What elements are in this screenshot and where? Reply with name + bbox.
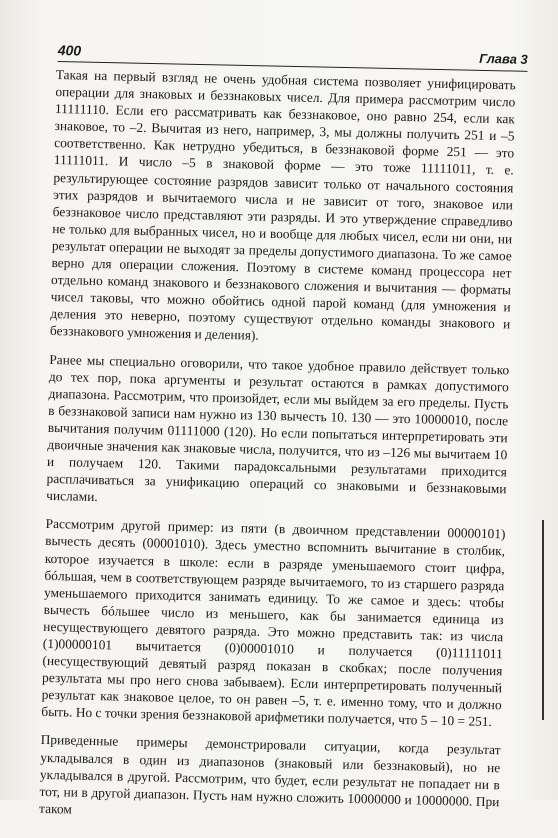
paragraph: Ранее мы специально оговорили, что такое удобное правило действует только до тех пор, пока аргументы и результат остаются в рамках допустимого диапазона. Рассмотрим, что произойдет, если мы выйдем за его пределы. Пусть в беззнаковой записи нам нужно из 130 вычесть 10. 130 — это 10000010, после вычитания получим 01111000 (120). Но если попытаться интерпретировать эти двоичные значения как знаковые числа, получится, что из –126 мы вычитаем 10 и получаем 120. Такими парадоксальными результатами приходится расплачиваться за унификацию операций со знаковыми и беззнаковыми числами. — [46, 351, 510, 505]
page-number: 400 — [57, 42, 82, 59]
body-text — [39, 66, 516, 838]
chapter-label: Глава 3 — [479, 50, 528, 67]
paragraph: Приведенные примеры демонстрировали ситуации, когда результат укладывался в один из диапазонов (знаковый или беззнаковый), но не укладывался в другой. Рассмотрим, что будет, если результат не попадает ни в тот, ни в другой диапазон. Пусть нам нужно сложить 10000000 и 10000000. При таком — [38, 732, 501, 817]
page-edge-shadow — [542, 520, 544, 720]
paragraph: Рассмотрим другой пример: из пяти (в двоичном представлении 00000101) вычесть десять (00001010). Здесь уместно вспомнить вычитание в столбик, которое изучается в школе: если в разряде уменьшаемого стоит цифра, бóльшая, чем в соответствующем разряде вычитаемого, то из старшего разряда уменьшаемого приходится занимать единицу. То же самое и здесь: чтобы вычесть бóльшее число из меньшего, как бы занимается единица из несуществующего девятого разряда. Это можно представить так: из числа (1)00000101 вычитается (0)00001010 и получается (0)11111011 (несуществующий девятый разряд показан в скобках; после получения результата мы про него снова забываем). Если интерпретировать полученный результат как знаковое целое, то он равен –5, т. е. именно тому, что и должно быть. Но с точки зрения беззнаковой арифметики получается, что 5 – 10 = 251. — [41, 516, 506, 730]
paragraph: Такая на первый взгляд не очень удобная система позволяет унифицировать операции для знаковых и беззнаковых чисел. Для примера рассмотрим число 11111110. Если его рассматривать как беззнаковое, оно равно 254, если как знаковое, то –2. Вычитая из него, например, 3, мы должны получить 251 и –5 соответственно. Как нетрудно убедиться, в беззнаковой форме 251 — это 11111011. И число –5 в знаковой форме — это тоже 11111011, т. е. результирующее состояние разрядов зависит только от начального состояния этих разрядов и вычитаемого числа и не зависит от того, знаковое или беззнаковое число представляют эти разряды. И это утверждение справедливо не только для выбранных чисел, но и вообще для любых чисел, если ни они, ни результат операции не выходят за пределы допустимого диапазона. То же самое верно для операции сложения. Поэтому в системе команд процессора нет отдельно команд знакового и беззнакового сложения и вычитания — форматы чисел таковы, что можно обойтись одной парой команд (для умножения и деления это неверно, поэтому существуют отдельно команды знакового и беззнакового умножения и деления). — [49, 66, 516, 344]
